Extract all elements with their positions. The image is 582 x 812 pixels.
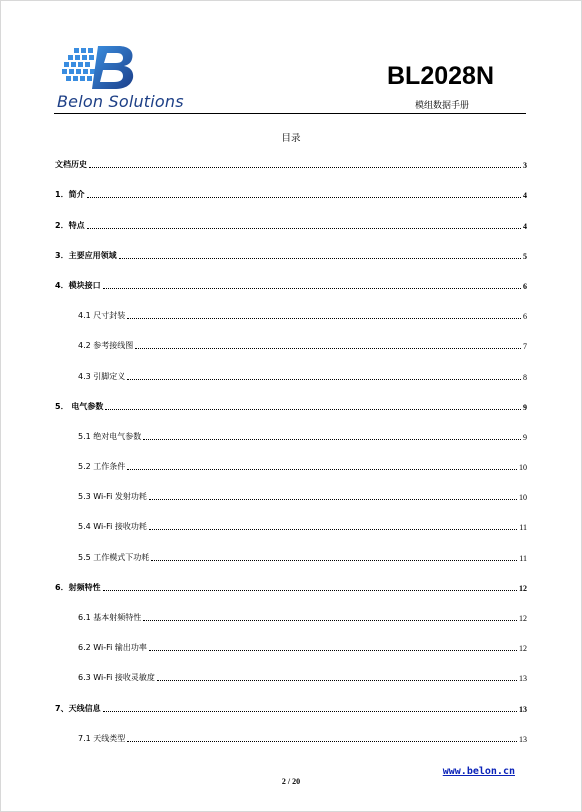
toc-entry-page: 13: [519, 674, 527, 684]
toc-entry-page: 9: [523, 402, 527, 412]
toc-entry-label: 7、天线信息: [55, 703, 101, 713]
toc-entry[interactable]: [55, 691, 527, 721]
website-link[interactable]: www.belon.cn: [442, 766, 515, 777]
toc-entry[interactable]: [55, 178, 527, 208]
toc-entry-page: 7: [523, 342, 527, 352]
toc-entry[interactable]: [55, 390, 527, 420]
toc-entry-page: 6: [523, 312, 527, 322]
toc-dot-leader: [143, 620, 517, 621]
toc-entry-page: 5: [523, 251, 527, 261]
table-of-contents: [55, 148, 527, 752]
toc-dot-leader: [127, 379, 521, 380]
toc-entry[interactable]: [55, 601, 527, 631]
toc-entry[interactable]: [55, 420, 527, 450]
toc-dot-leader: [127, 741, 517, 742]
toc-entry[interactable]: [55, 510, 527, 540]
toc-entry-page: 10: [519, 463, 527, 473]
toc-entry-page: 9: [523, 432, 527, 442]
toc-dot-leader: [135, 348, 521, 349]
toc-dot-leader: [149, 650, 517, 651]
toc-entry-label: 5.5 工作模式下功耗: [78, 552, 150, 562]
toc-entry-label: 5.1 绝对电气参数: [78, 431, 142, 441]
toc-entry-label: 5.2 工作条件: [78, 462, 126, 472]
toc-entry-label: 6.3 Wi-Fi 接收灵敏度: [78, 673, 155, 683]
toc-entry-page: 11: [519, 523, 527, 533]
belon-b-logo: [60, 42, 140, 92]
toc-dot-leader: [103, 590, 517, 591]
product-code: BL2028N: [387, 62, 494, 90]
toc-dot-leader: [157, 680, 517, 681]
toc-dot-leader: [119, 258, 521, 259]
toc-entry[interactable]: [55, 299, 527, 329]
toc-entry-page: 12: [519, 644, 527, 654]
toc-entry-page: 12: [519, 583, 527, 593]
toc-entry-label: 3．主要应用领域: [55, 250, 117, 260]
toc-entry[interactable]: [55, 148, 527, 178]
document-subtitle: 模组数据手册: [414, 101, 469, 111]
toc-entry-label: 2．特点: [55, 220, 85, 230]
toc-entry-page: 8: [523, 372, 527, 382]
toc-entry-page: 4: [523, 191, 527, 201]
header-divider: [54, 113, 526, 114]
toc-entry[interactable]: [55, 540, 527, 570]
toc-dot-leader: [151, 560, 517, 561]
toc-entry[interactable]: [55, 239, 527, 269]
toc-dot-leader: [103, 288, 521, 289]
toc-entry[interactable]: [55, 661, 527, 691]
page-number: 2 / 20: [281, 777, 301, 786]
toc-entry-label: 文档历史: [55, 160, 87, 170]
toc-dot-leader: [127, 469, 517, 470]
toc-dot-leader: [103, 711, 517, 712]
toc-entry[interactable]: [55, 571, 527, 601]
page-header: [0, 0, 582, 120]
toc-entry-page: 6: [523, 281, 527, 291]
toc-entry-label: 6．射频特性: [55, 582, 101, 592]
toc-entry[interactable]: [55, 329, 527, 359]
toc-entry[interactable]: [55, 269, 527, 299]
logo-text: Belon Solutions: [57, 92, 184, 111]
toc-entry-label: 4.1 尺寸封装: [78, 311, 126, 321]
toc-dot-leader: [87, 197, 521, 198]
toc-entry-label: 5.3 Wi-Fi 发射功耗: [78, 492, 147, 502]
toc-entry[interactable]: [55, 480, 527, 510]
toc-entry[interactable]: [55, 631, 527, 661]
toc-entry-page: 13: [519, 734, 527, 744]
toc-dot-leader: [87, 228, 521, 229]
toc-entry-page: 11: [519, 553, 527, 563]
toc-entry-page: 3: [523, 161, 527, 171]
toc-entry-page: 10: [519, 493, 527, 503]
toc-entry-label: 7.1 天线类型: [78, 733, 126, 743]
toc-dot-leader: [105, 409, 521, 410]
toc-entry-label: 6.2 Wi-Fi 输出功率: [78, 643, 147, 653]
toc-title: 目录: [281, 133, 301, 144]
toc-entry-label: 5.4 Wi-Fi 接收功耗: [78, 522, 147, 532]
toc-entry-label: 6.1 基本射频特性: [78, 613, 142, 622]
toc-entry-page: 4: [523, 221, 527, 231]
toc-dot-leader: [149, 529, 517, 530]
toc-entry-label: 1．简介: [55, 190, 85, 200]
toc-entry[interactable]: [55, 722, 527, 752]
toc-entry-label: 5． 电气参数: [55, 401, 104, 411]
toc-entry[interactable]: [55, 208, 527, 238]
toc-dot-leader: [149, 499, 517, 500]
toc-entry-label: 4.3 引脚定义: [78, 371, 126, 381]
toc-entry-label: 4.2 参考接线图: [78, 341, 134, 351]
toc-entry-page: 12: [519, 614, 527, 623]
toc-dot-leader: [89, 167, 521, 168]
toc-entry-label: 4．模块接口: [55, 280, 101, 290]
toc-entry[interactable]: [55, 359, 527, 389]
toc-dot-leader: [143, 439, 521, 440]
toc-dot-leader: [127, 318, 521, 319]
toc-entry[interactable]: [55, 450, 527, 480]
toc-entry-page: 13: [519, 704, 527, 714]
